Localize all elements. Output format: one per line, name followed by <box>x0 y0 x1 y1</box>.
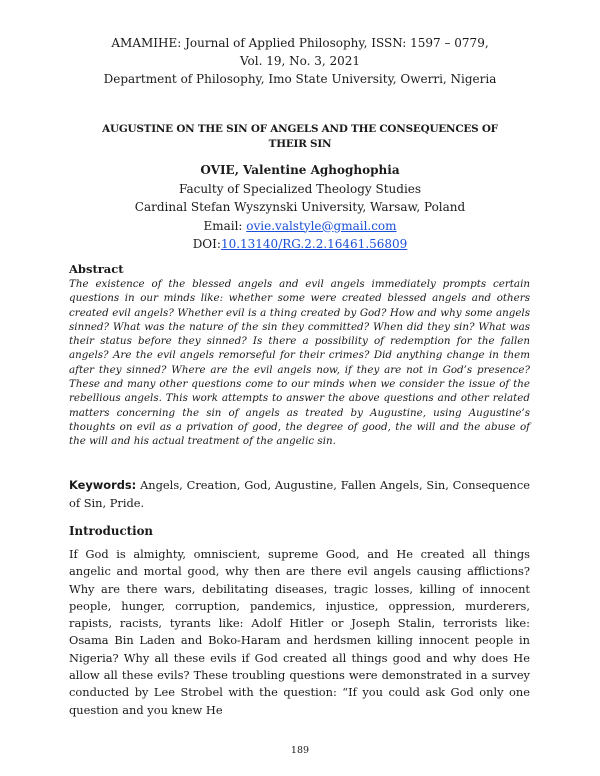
author-name: OVIE, Valentine Aghoghophia <box>200 163 400 177</box>
doi-link[interactable]: 10.13140/RG.2.2.16461.56809 <box>220 237 408 251</box>
journal-header-line2: Vol. 19, No. 3, 2021 <box>239 54 361 68</box>
doi-line <box>0 235 600 254</box>
affiliation-line2: Cardinal Stefan Wyszynski University, Warsaw, Poland <box>134 200 466 214</box>
email-line <box>0 217 600 236</box>
affiliation-line1: Faculty of Specialized Theology Studies <box>178 181 422 196</box>
keywords-label: Keywords: <box>69 478 137 492</box>
abstract-heading: Abstract <box>69 262 124 276</box>
email-link[interactable]: ovie.valstyle@gmail.com <box>246 218 397 233</box>
introduction-text: If God is almighty, omniscient, supreme Good, and He created all things angelic and mortal good, why then are there evil angels causing afflictions? Why are there wars, debilitating diseases, tragic losses, killing of innocent people, hunger, corruption, pandemics, injustice, oppression, murderers, rapists, racists, tyrants like: Adolf Hitler or Joseph Stalin, terrorists like: Osama Bin Laden and Boko-Haram and herdsmen killing innocent people in Nigeria? Why all these evils if God created all things good and why does He allow all these evils? These troubling questions were demonstrated in a survey conducted by Lee Strobel with the question: “If you could ask God only one question and you knew He <box>69 547 530 717</box>
journal-header-line3: Department of Philosophy, Imo State University, Owerri, Nigeria <box>103 72 497 86</box>
page-number: 189 <box>290 745 310 756</box>
author-block <box>0 161 600 254</box>
journal-header-line1: AMAMIHE: Journal of Applied Philosophy, ISSN: 1597 – 0779, <box>111 36 489 50</box>
doi-label: DOI: <box>192 237 221 251</box>
keywords-text: Angels, Creation, God, Augustine, Fallen Angels, Sin, Consequence of Sin, Pride. <box>69 478 530 510</box>
keywords-paragraph <box>69 476 530 512</box>
abstract-text: The existence of the blessed angels and evil angels immediately prompts certain questions in our minds like: whether some were created blessed angels and others created evil angels? Whether evil is a thing created by God? How and why some angels sinned? What was the nature of the sin they committed? When did they sin? What was their status before they sinned? Is there a possibility of redemption for the fallen angels? Are the evil angels remorseful for their crimes? Did anything change in them after they sinned? Where are the evil angels now, if they are not in God’s presence? These and many other questions come to our minds when we consider the issue of the rebellious angels. This work attempts to answer the above questions and other related matters concerning the sin of angels as treated by Augustine, using Augustine’s thoughts on evil as a privation of good, the degree of good, the will and the abuse of the will and his actual treatment of the angelic sin. <box>69 278 530 448</box>
introduction-heading: Introduction <box>69 524 154 538</box>
article-title: AUGUSTINE ON THE SIN OF ANGELS AND THE CONSEQUENCES OF THEIR SIN <box>102 123 498 150</box>
email-label: Email: <box>203 218 247 233</box>
